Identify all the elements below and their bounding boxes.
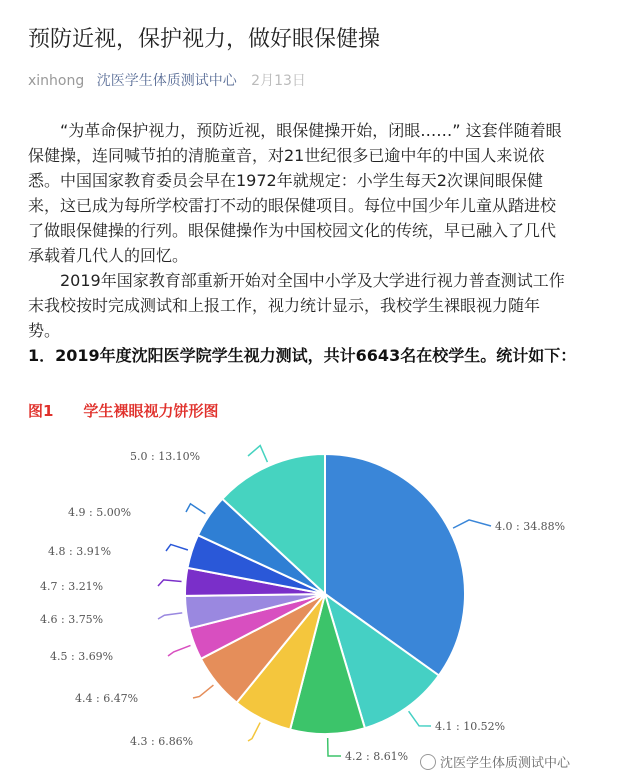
publish-date: 2月13日 xyxy=(251,73,306,89)
figure-title: 图1 学生裸眼视力饼形图 xyxy=(28,402,219,420)
pie-leader-line xyxy=(409,711,431,726)
pie-label-4-5: 4.5 : 3.69% xyxy=(50,650,114,663)
pie-label-4-3: 4.3 : 6.86% xyxy=(130,735,194,748)
article-paragraph-line: 承载着几代人的回忆。 xyxy=(28,246,189,265)
pie-leader-line xyxy=(168,645,191,656)
account-link[interactable]: 沈医学生体质测试中心 xyxy=(96,73,237,89)
article-paragraph-line: 势。 xyxy=(28,321,61,340)
article-paragraph-line: 来，这已成为每所学校雷打不动的眼保健项目。每位中国少年儿童从踏进校 xyxy=(28,196,557,215)
pie-label-4-7: 4.7 : 3.21% xyxy=(40,580,104,593)
pie-label-4-2: 4.2 : 8.61% xyxy=(345,750,409,763)
watermark xyxy=(420,752,570,771)
pie-leader-line xyxy=(193,685,213,698)
pie-label-4-6: 4.6 : 3.75% xyxy=(40,613,104,626)
pie-leader-line xyxy=(328,738,341,756)
pie-label-4-9: 4.9 : 5.00% xyxy=(68,506,132,519)
pie-label-4-4: 4.4 : 6.47% xyxy=(75,692,139,705)
article-paragraph-line: 2019年国家教育部重新开始对全国中小学及大学进行视力普查测试工作 xyxy=(28,271,565,290)
article-paragraph-line: 保健操，连同喊节拍的清脆童音，对21世纪很多已逾中年的中国人来说依 xyxy=(28,146,545,165)
article-paragraph-line: 了做眼保健操的行列。眼保健操作为中国校园文化的传统，早已融入了几代 xyxy=(28,221,557,240)
wechat-account-icon xyxy=(420,754,436,770)
watermark-text: 沈医学生体质测试中心 xyxy=(440,756,571,771)
pie-chart xyxy=(30,430,630,769)
pie-chart-svg xyxy=(30,430,630,769)
article-paragraph-line: 末我校按时完成测试和上报工作，视力统计显示，我校学生裸眼视力随年 xyxy=(28,296,541,315)
article-body xyxy=(28,118,644,368)
pie-leader-line xyxy=(186,504,205,514)
pie-leader-line xyxy=(158,613,182,619)
pie-label-4-1: 4.1 : 10.52% xyxy=(435,720,506,733)
pie-leader-line xyxy=(158,580,182,586)
pie-label-4-8: 4.8 : 3.91% xyxy=(48,545,112,558)
pie-label-4-0: 4.0 : 34.88% xyxy=(495,520,566,533)
author-name: xinhong xyxy=(28,73,85,89)
article-paragraph-line: 悉。中国国家教育委员会早在1972年就规定：小学生每天2次课间眼保健 xyxy=(28,171,543,190)
pie-leader-line xyxy=(248,446,267,462)
statistics-heading: 1．2019年度沈阳医学院学生视力测试，共计6643名在校学生。统计如下： xyxy=(28,346,577,365)
pie-label-5-0: 5.0 : 13.10% xyxy=(130,450,201,463)
pie-leader-line xyxy=(453,520,491,528)
article-title: 预防近视，保护视力，做好眼保健操 xyxy=(28,27,381,52)
pie-leader-line xyxy=(248,723,260,741)
article-paragraph-line: “为革命保护视力，预防近视，眼保健操开始，闭眼……” 这套伴随着眼 xyxy=(28,121,562,140)
pie-leader-line xyxy=(166,544,188,551)
article-meta xyxy=(28,70,306,90)
